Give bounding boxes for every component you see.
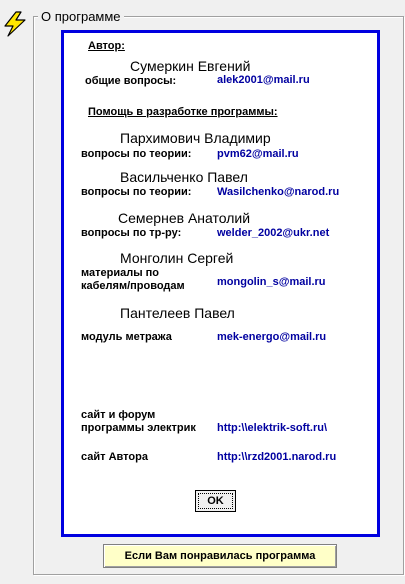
author-email-link[interactable]: alek2001@mail.ru	[217, 74, 310, 86]
forum-url-link[interactable]: http:\\elektrik-soft.ru\	[217, 422, 328, 434]
contributor-role: модуль метража	[81, 331, 172, 343]
lightning-bolt-icon	[2, 11, 28, 37]
support-button-label: Если Вам понравилась программа	[124, 550, 316, 562]
contributor-name: Пархимович Владимир	[120, 130, 271, 146]
contributor-email-link[interactable]: welder_2002@ukr.net	[217, 227, 330, 239]
contributor-email-link[interactable]: Wasilchenko@narod.ru	[217, 186, 340, 198]
focus-rect	[198, 493, 233, 509]
contributor-role-line1: материалы по	[81, 267, 160, 279]
about-panel	[61, 30, 380, 537]
contributor-role-line2: кабелям/проводам	[81, 280, 185, 292]
contributor-role: вопросы по тр-ру:	[81, 227, 182, 239]
author-site-link[interactable]: http:\\rzd2001.narod.ru	[217, 451, 337, 463]
forum-label-line2: программы электрик	[81, 422, 196, 434]
contributor-name: Семернев Анатолий	[118, 210, 251, 226]
contributor-email-link[interactable]: mek-energo@mail.ru	[217, 331, 327, 343]
contributor-email-link[interactable]: pvm62@mail.ru	[217, 148, 299, 160]
contributor-name: Васильченко Павел	[120, 169, 248, 185]
ok-button-label: OK	[207, 495, 224, 507]
support-button[interactable]	[103, 544, 337, 568]
contributor-name: Монголин Сергей	[120, 250, 234, 266]
author-site-label: сайт Автора	[81, 451, 148, 463]
forum-label-line1: сайт и форум	[81, 409, 156, 421]
contributor-name: Пантелеев Павел	[120, 305, 235, 321]
author-role: общие вопросы:	[85, 75, 177, 87]
author-header: Автор:	[88, 40, 125, 52]
contributor-role: вопросы по теории:	[81, 186, 192, 198]
contributor-role: вопросы по теории:	[81, 148, 192, 160]
help-header: Помощь в разработке программы:	[88, 106, 278, 118]
ok-button[interactable]	[195, 490, 236, 512]
group-title: О программе	[38, 9, 124, 24]
contributor-email-link[interactable]: mongolin_s@mail.ru	[217, 276, 326, 288]
author-name: Сумеркин Евгений	[130, 58, 251, 74]
